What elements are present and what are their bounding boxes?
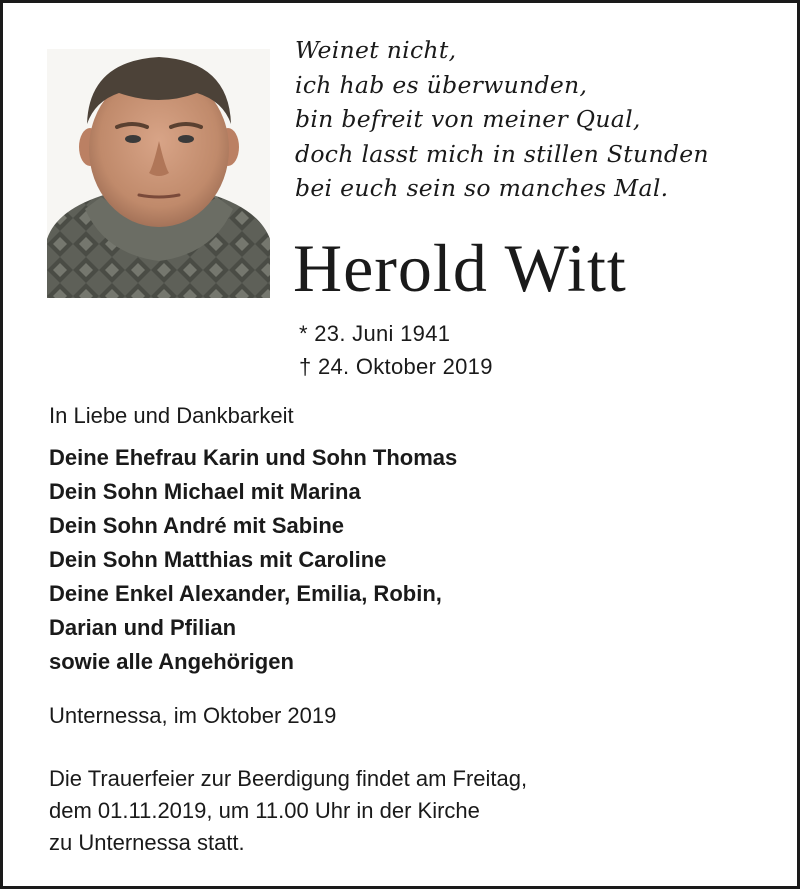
birth-date: * 23. Juni 1941 — [299, 321, 451, 346]
funeral-info — [49, 763, 527, 859]
funeral-line: zu Unternessa statt. — [49, 830, 245, 855]
funeral-line: Die Trauerfeier zur Beerdigung findet am Freitag, — [49, 766, 528, 791]
place-date: Unternessa, im Oktober 2019 — [49, 703, 337, 728]
death-date: † 24. Oktober 2019 — [299, 354, 493, 379]
deceased-name: Herold Witt — [293, 230, 627, 306]
mourner-line: sowie alle Angehörigen — [49, 649, 294, 674]
mourner-line: Dein Sohn Michael mit Marina — [49, 479, 361, 504]
mourner-line: Darian und Pfilian — [49, 615, 237, 640]
mourner-line: Dein Sohn Matthias mit Caroline — [49, 547, 387, 572]
funeral-line: dem 01.11.2019, um 11.00 Uhr in der Kirche — [49, 798, 480, 823]
mourner-line: Dein Sohn André mit Sabine — [49, 513, 344, 538]
mourners-intro: In Liebe und Dankbarkeit — [49, 403, 294, 428]
mourner-line: Deine Enkel Alexander, Emilia, Robin, — [49, 581, 442, 606]
poem-line: ich hab es überwunden, — [295, 70, 588, 99]
life-dates — [299, 317, 493, 383]
mourner-line: Deine Ehefrau Karin und Sohn Thomas — [49, 445, 458, 470]
portrait-photo — [47, 49, 270, 298]
mourners-list — [49, 441, 457, 679]
poem-line: doch lasst mich in stillen Stunden — [295, 139, 709, 168]
poem-line: bin befreit von meiner Qual, — [295, 105, 641, 133]
poem — [295, 33, 709, 206]
poem-line: bei euch sein so manches Mal. — [295, 174, 669, 202]
poem-line: Weinet nicht, — [295, 36, 457, 64]
